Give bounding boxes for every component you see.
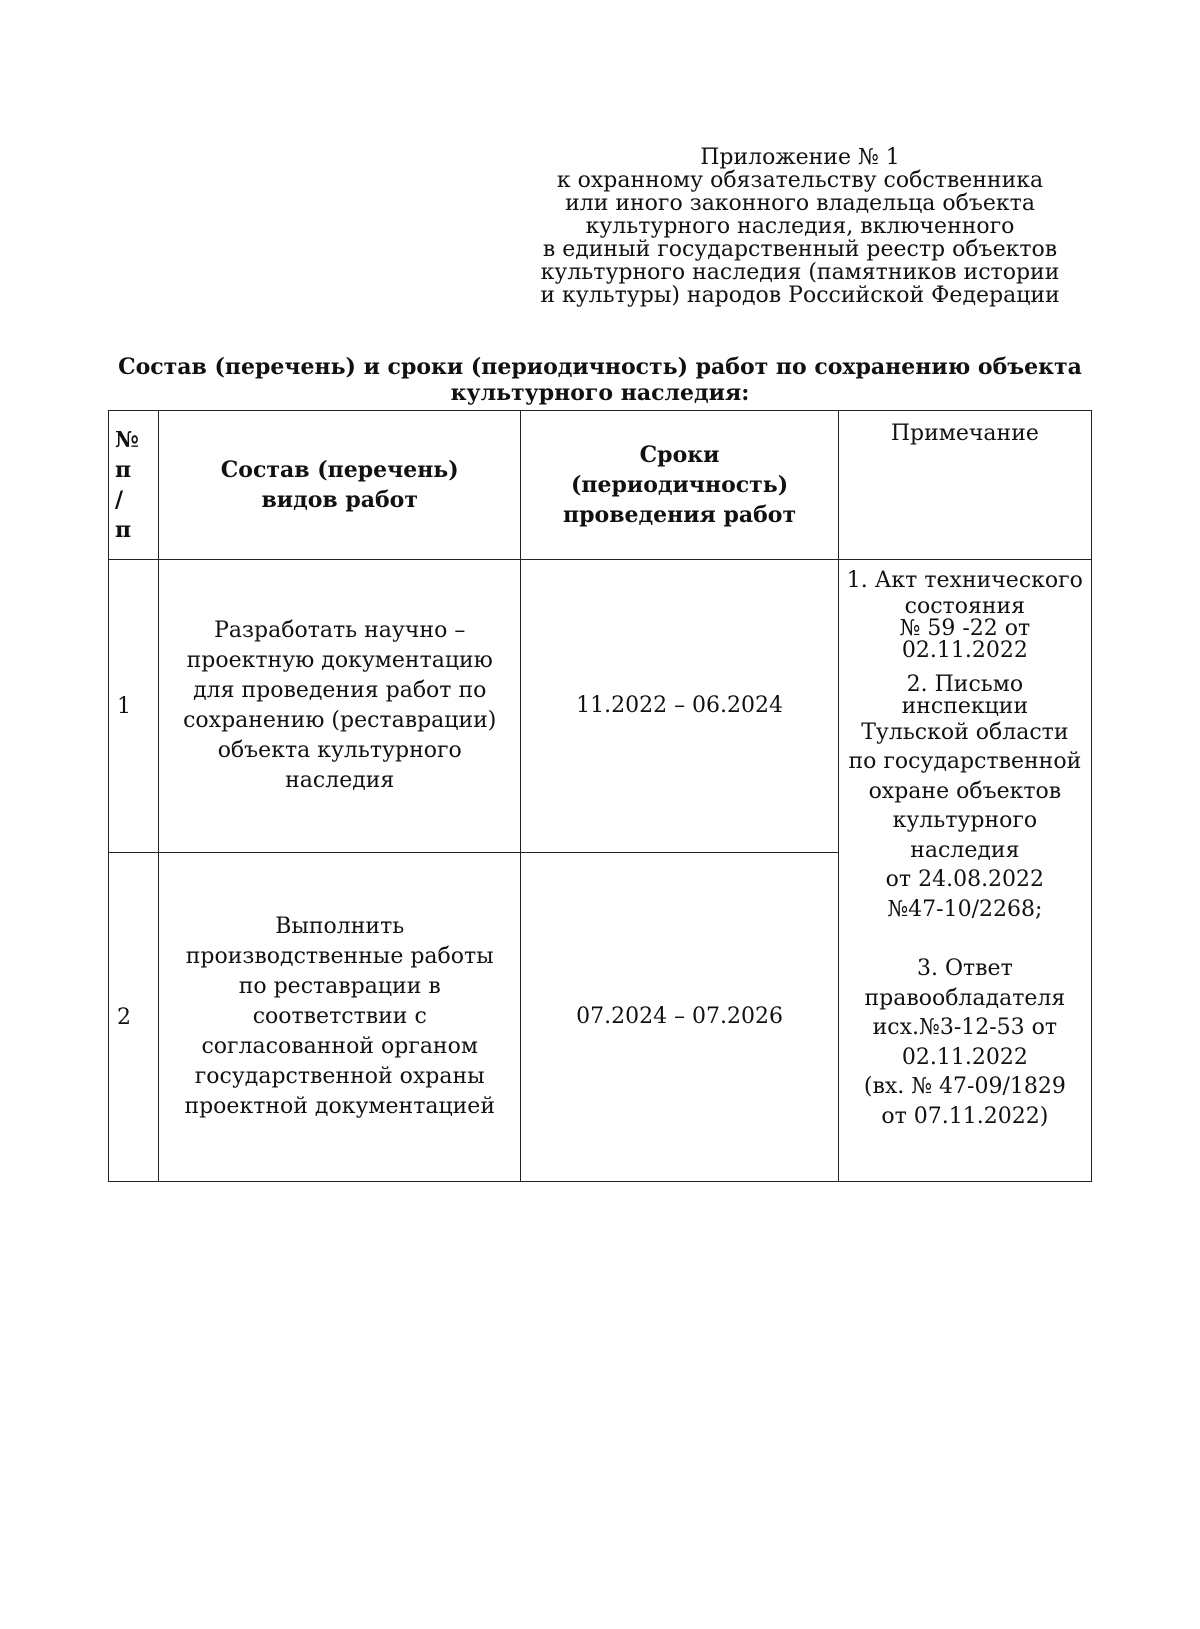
row-number: 1 xyxy=(109,560,159,853)
header-number: № п / п xyxy=(109,411,159,560)
header-terms: Сроки (периодичность) проведения работ xyxy=(521,411,838,560)
appendix-line: Приложение № 1 xyxy=(700,145,900,170)
table-row xyxy=(109,560,1092,853)
header-works: Состав (перечень) видов работ xyxy=(159,411,521,560)
appendix-line: культурного наследия (памятников истории xyxy=(540,260,1060,285)
row-works: Выполнить производственные работы по реставрации в соответствии с согласованной органом государственной охраны проектной документацией xyxy=(159,853,521,1182)
works-table xyxy=(108,410,1092,1182)
row-works: Разработать научно – проектную документацию для проведения работ по сохранению (реставрации) объекта культурного наследия xyxy=(159,560,521,853)
appendix-line: и культуры) народов Российской Федерации xyxy=(540,283,1060,308)
title-line-1: Состав (перечень) и сроки (периодичность) работ по сохранению объекта xyxy=(118,354,1082,380)
header-note: Примечание xyxy=(838,411,1091,560)
appendix-line: в единый государственный реестр объектов xyxy=(542,237,1058,262)
row-term: 07.2024 – 07.2026 xyxy=(521,853,838,1182)
appendix-line: или иного законного владельца объекта xyxy=(565,191,1035,216)
document-title xyxy=(110,354,1090,406)
row-term: 11.2022 – 06.2024 xyxy=(521,560,838,853)
row-number: 2 xyxy=(109,853,159,1182)
appendix-header xyxy=(520,146,1080,307)
title-line-2: культурного наследия: xyxy=(450,380,750,406)
appendix-line: культурного наследия, включенного xyxy=(585,214,1015,239)
table-header-row xyxy=(109,411,1092,560)
row-note: 1. Акт технического состояния № 59 -22 от 02.11.2022 2. Письмо инспекции Тульской области по государственной охране объектов культурного наследия от 24.08.2022 №47-10/2268; 3. Ответ правообладателя исх.№3-12-53 от 02.11.2022 (вх. № 47-09/1829 от 07.11.2022) xyxy=(838,560,1091,1182)
appendix-line: к охранному обязательству собственника xyxy=(556,168,1044,193)
